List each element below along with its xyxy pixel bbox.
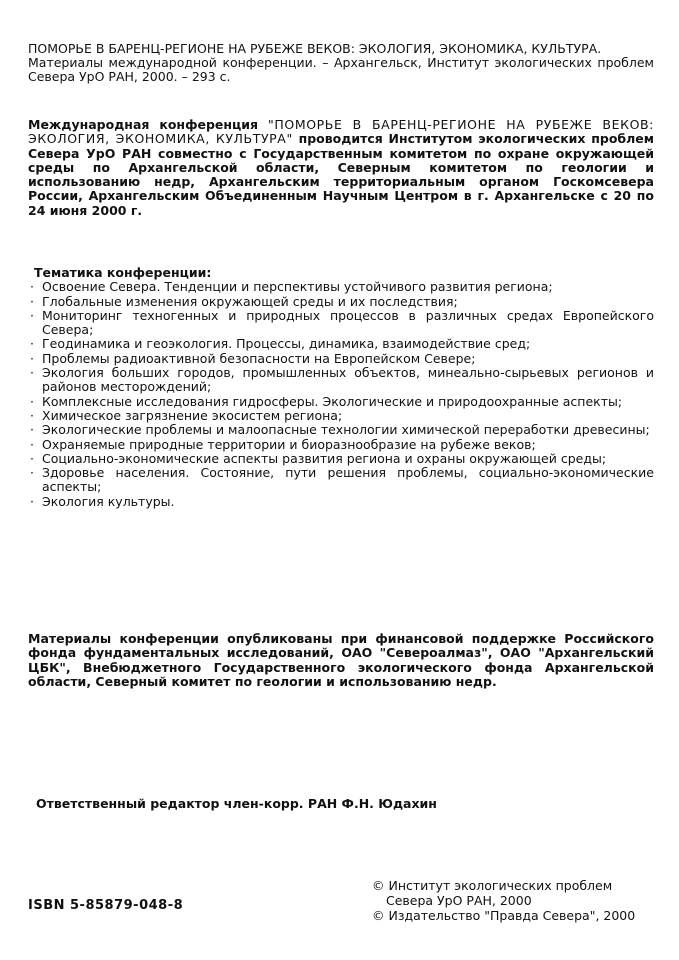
list-item: · Экология культуры. — [28, 495, 654, 509]
list-item: · Геодинамика и геоэкология. Процессы, динамика, взаимодействие сред; — [28, 337, 654, 351]
copyright-block — [372, 878, 672, 923]
list-item: · Освоение Севера. Тенденции и перспективы устойчивого развития региона; — [28, 280, 654, 294]
list-item: · Химическое загрязнение экосистем региона; — [28, 409, 654, 423]
list-item: · Экологические проблемы и малоопасные технологии химической переработки древесины; — [28, 423, 654, 437]
responsible-editor: Ответственный редактор член-корр. РАН Ф.Н. Юдахин — [36, 796, 437, 811]
list-item: · Проблемы радиоактивной безопасности на Европейском Севере; — [28, 352, 654, 366]
list-item: · Здоровье населения. Состояние, пути решения проблемы, социально-экономические аспекты; — [28, 466, 654, 495]
list-item: · Комплексные исследования гидросферы. Экологические и природоохранные аспекты; — [28, 395, 654, 409]
bibliographic-header — [28, 42, 654, 84]
list-item: · Глобальные изменения окружающей среды и их последствия; — [28, 295, 654, 309]
list-item: · Мониторинг техногенных и природных процессов в различных средах Европейского Севера; — [28, 309, 654, 338]
isbn: ISBN 5-85879-048-8 — [28, 898, 184, 913]
themes-heading: Тематика конференции: — [34, 265, 212, 280]
intro-lead: Международная конференция — [28, 117, 259, 132]
book-title: ПОМОРЬЕ В БАРЕНЦ-РЕГИОНЕ НА РУБЕЖЕ ВЕКОВ: ЭКОЛОГИЯ, ЭКОНОМИКА, КУЛЬТУРА. — [28, 41, 602, 56]
themes-list — [28, 280, 654, 509]
conference-name: "ПОМОРЬЕ В БАРЕНЦ-РЕГИОНЕ НА РУБЕЖЕ ВЕКОВ: ЭКОЛОГИЯ, ЭКОНОМИКА, КУЛЬТУРА" — [28, 117, 654, 147]
intro-paragraph — [28, 118, 654, 218]
list-item: · Социально-экономические аспекты развития региона и охраны окружающей среды; — [28, 452, 654, 466]
list-item: · Экология больших городов, промышленных объектов, минеально-сырьевых регионов и районов месторождений; — [28, 366, 654, 395]
themes-section — [28, 266, 654, 509]
list-item: · Охраняемые природные территории и биоразнообразие на рубеже веков; — [28, 438, 654, 452]
intro-rest: проводится Институтом экологических проблем Севера УрО РАН совместно с Государственным комитетом по охране окружающей среды по Архангельской области, Северным комитетом по геологии и использованию недр, Архангельским территориальным органом Госкомсевера России, Архангельским Объединенным Научным Центром в г. Архангельске с 20 по 24 июня 2000 г. — [28, 131, 654, 218]
copyright-line: © Институт экологических проблем — [372, 878, 613, 893]
citation-text: Материалы международной конференции. – Архангельск, Институт экологических проблем Севера УрО РАН, 2000. – 293 с. — [28, 55, 654, 84]
copyright-line: © Издательство "Правда Севера", 2000 — [372, 908, 636, 923]
funding-note: Материалы конференции опубликованы при финансовой поддержке Российского фонда фундаментальных исследований, ОАО "Североалмаз", ОАО "Архангельский ЦБК", Внебюджетного Государственного экологического фонда Архангельской области, Северный комитет по геологии и использованию недр. — [28, 631, 654, 689]
copyright-line: Севера УрО РАН, 2000 — [386, 893, 532, 908]
